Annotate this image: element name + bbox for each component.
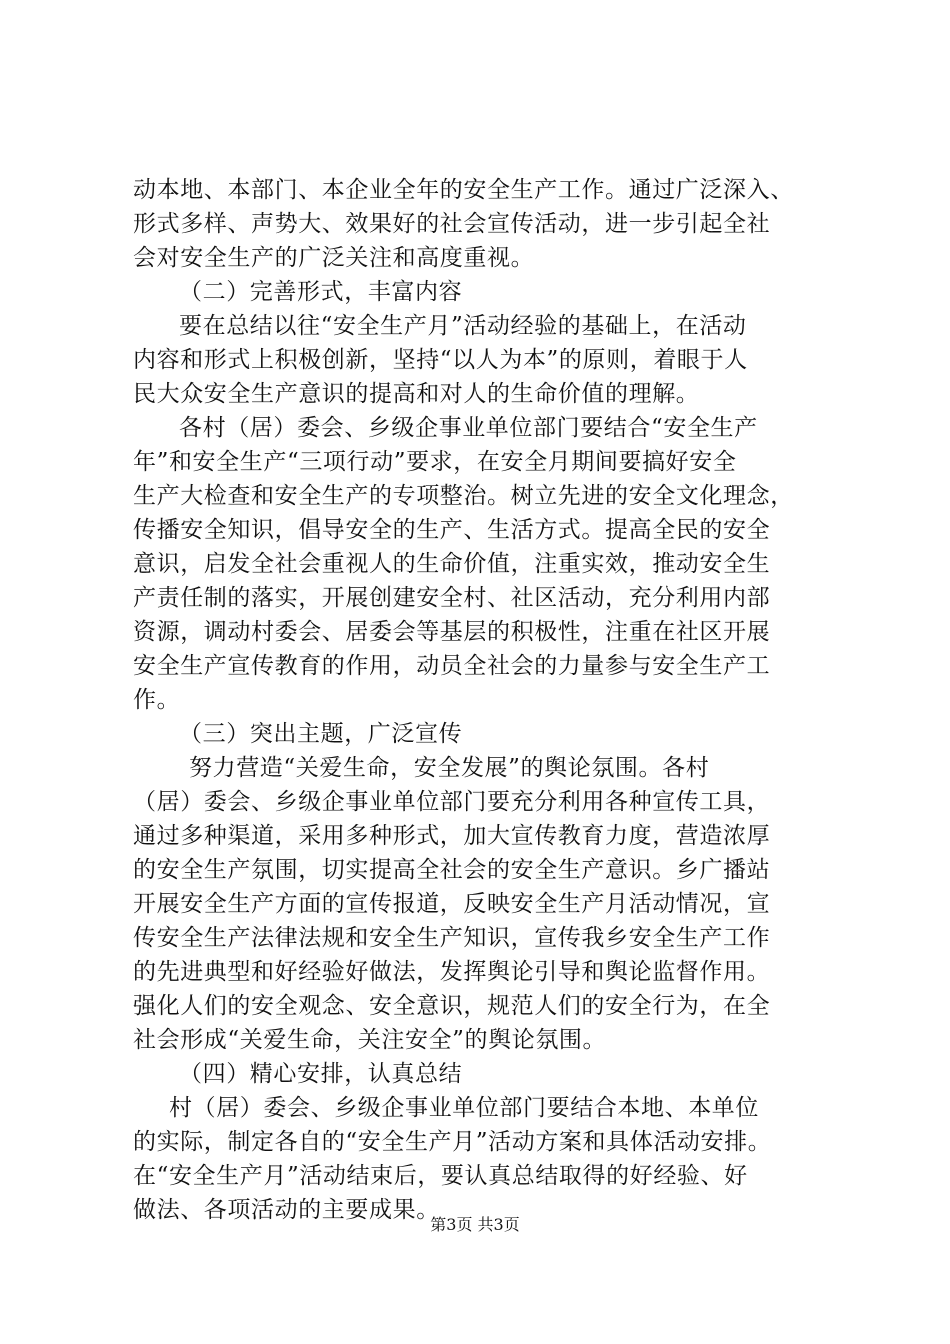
text-line: 民大众安全生产意识的提高和对人的生命价值的理解。 <box>133 381 700 407</box>
text-line: 作。 <box>133 687 181 713</box>
section-heading: （四）精心安排，认真总结 <box>179 1061 463 1087</box>
section-heading: （二）完善形式，丰富内容 <box>179 279 463 305</box>
text-line: 社会形成“关爱生命，关注安全”的舆论氛围。 <box>133 1027 607 1053</box>
text-line: 做法、各项活动的主要成果。 <box>133 1197 440 1223</box>
page-footer: 第3页 共3页 <box>430 1215 520 1234</box>
text-line: （居）委会、乡级企事业单位部门要充分利用各种宣传工具， <box>133 789 771 815</box>
section-heading: （三）突出主题，广泛宣传 <box>179 721 463 747</box>
text-line: 安全生产宣传教育的作用，动员全社会的力量参与安全生产工 <box>133 653 771 679</box>
text-line: 的先进典型和好经验好做法，发挥舆论引导和舆论监督作用。 <box>133 959 771 985</box>
text-line: 要在总结以往“安全生产月”活动经验的基础上，在活动 <box>179 313 747 339</box>
text-line: 会对安全生产的广泛关注和高度重视。 <box>133 245 535 271</box>
text-line: 动本地、本部门、本企业全年的安全生产工作。通过广泛深入、 <box>133 177 794 203</box>
text-line: 努力营造“关爱生命，安全发展”的舆论氛围。各村 <box>189 755 710 781</box>
text-line: 强化人们的安全观念、安全意识，规范人们的安全行为，在全 <box>133 993 771 1019</box>
text-line: 的实际，制定各自的“安全生产月”活动方案和具体活动安排。 <box>133 1129 772 1155</box>
text-line: 形式多样、声势大、效果好的社会宣传活动，进一步引起全社 <box>133 211 771 237</box>
document-body <box>133 173 833 1227</box>
text-line: 村（居）委会、乡级企事业单位部门要结合本地、本单位 <box>169 1095 759 1121</box>
text-line: 开展安全生产方面的宣传报道，反映安全生产月活动情况，宣 <box>133 891 771 917</box>
text-line: 的安全生产氛围，切实提高全社会的安全生产意识。乡广播站 <box>133 857 771 883</box>
text-line: 资源，调动村委会、居委会等基层的积极性，注重在社区开展 <box>133 619 771 645</box>
text-line: 通过多种渠道，采用多种形式，加大宣传教育力度，营造浓厚 <box>133 823 771 849</box>
text-line: 各村（居）委会、乡级企事业单位部门要结合“安全生产 <box>179 415 758 441</box>
text-line: 产责任制的落实，开展创建安全村、社区活动，充分利用内部 <box>133 585 771 611</box>
text-line: 传安全生产法律法规和安全生产知识，宣传我乡安全生产工作 <box>133 925 771 951</box>
text-line: 传播安全知识，倡导安全的生产、生活方式。提高全民的安全 <box>133 517 771 543</box>
text-line: 年”和安全生产“三项行动”要求，在安全月期间要搞好安全 <box>133 449 737 475</box>
text-line: 在“安全生产月”活动结束后，要认真总结取得的好经验、好 <box>133 1163 748 1189</box>
text-line: 意识，启发全社会重视人的生命价值，注重实效，推动安全生 <box>133 551 771 577</box>
text-line: 内容和形式上积极创新，坚持“以人为本”的原则，着眼于人 <box>133 347 748 373</box>
text-line: 生产大检查和安全生产的专项整治。树立先进的安全文化理念， <box>133 483 794 509</box>
